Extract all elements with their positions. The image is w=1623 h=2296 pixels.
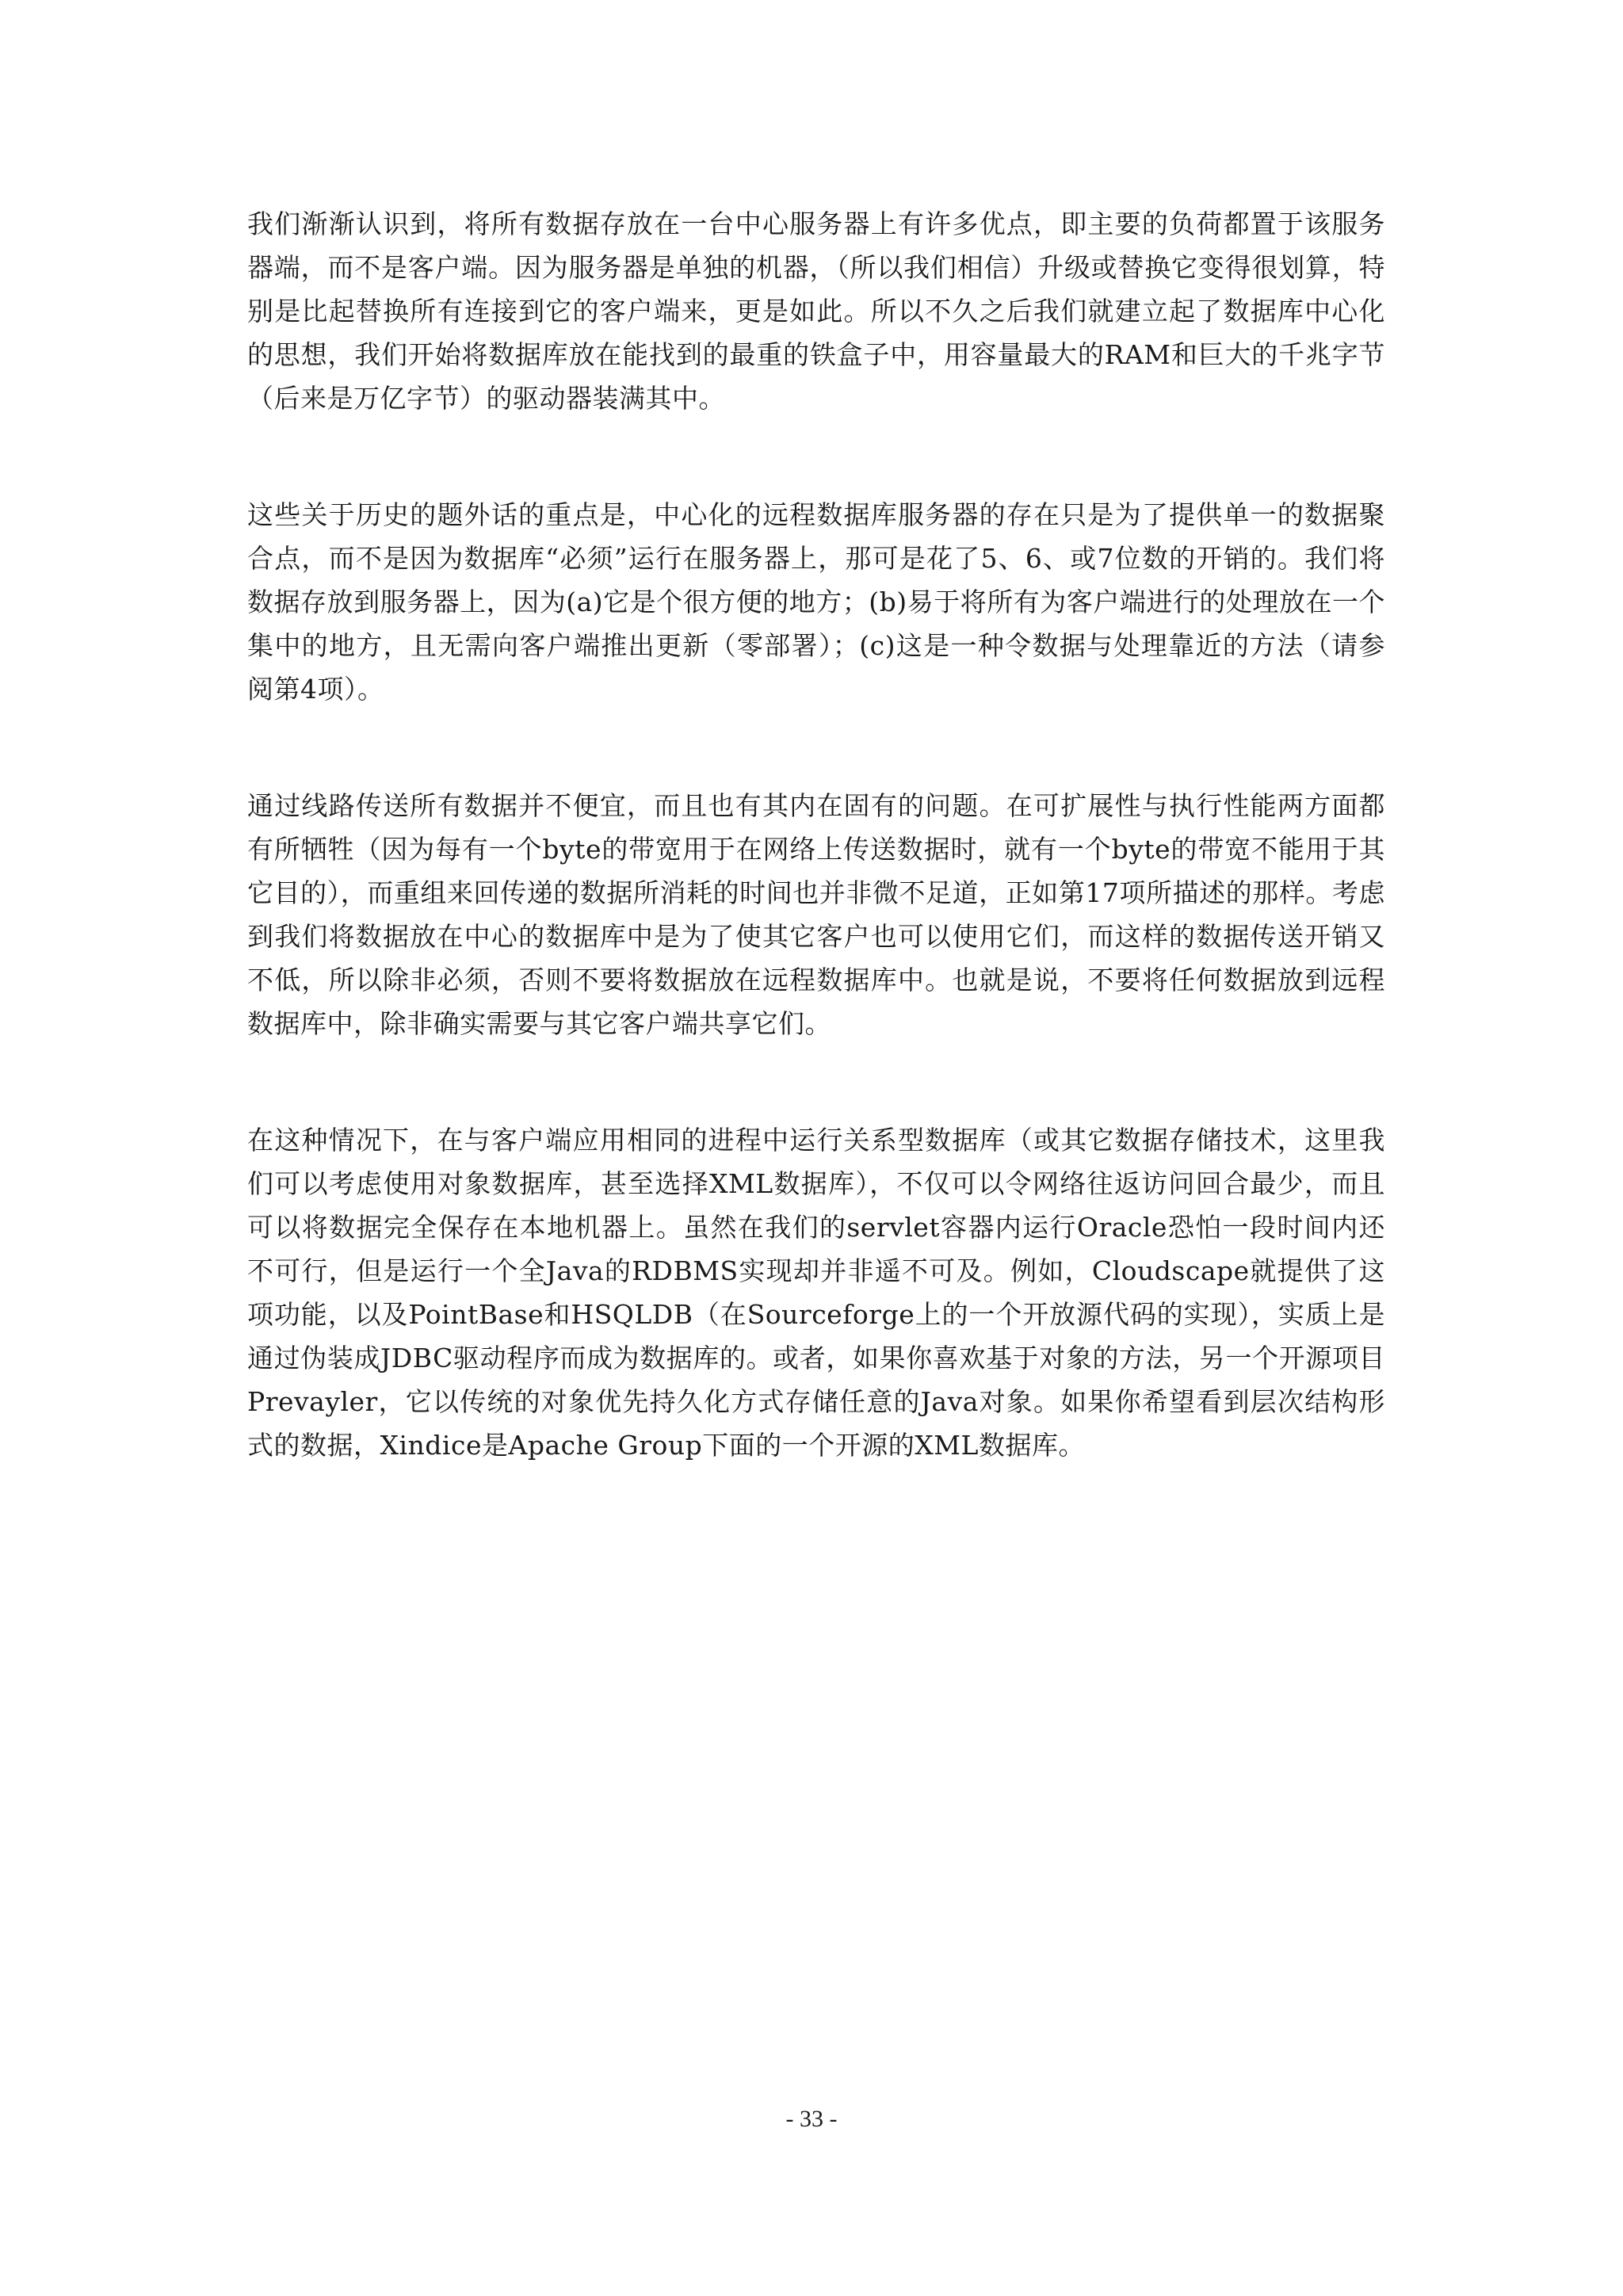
- paragraph-2: 这些关于历史的题外话的重点是，中心化的远程数据库服务器的存在只是为了提供单一的数据聚合点，而不是因为数据库“必须”运行在服务器上，那可是花了5、6、或7位数的开销的。我们将数据存放到服务器上，因为(a)它是个很方便的地方；(b)易于将所有为客户端进行的处理放在一个集中的地方，且无需向客户端推出更新（零部署）；(c)这是一种令数据与处理靠近的方法（请参阅第4项）。: [247, 499, 1385, 705]
- paragraph-1: 我们渐渐认识到，将所有数据存放在一台中心服务器上有许多优点，即主要的负荷都置于该服务器端，而不是客户端。因为服务器是单独的机器，（所以我们相信）升级或替换它变得很划算，特别是比起替换所有连接到它的客户端来，更是如此。所以不久之后我们就建立起了数据库中心化的思想，我们开始将数据库放在能找到的最重的铁盒子中，用容量最大的RAM和巨大的千兆字节（后来是万亿字节）的驱动器装满其中。: [247, 208, 1385, 414]
- paragraph-4: 在这种情况下，在与客户端应用相同的进程中运行关系型数据库（或其它数据存储技术，这里我们可以考虑使用对象数据库，甚至选择XML数据库），不仅可以令网络往返访问回合最少，而且可以将数据完全保存在本地机器上。虽然在我们的servlet容器内运行Oracle恐怕一段时间内还不可行，但是运行一个全Java的RDBMS实现却并非遥不可及。例如，Cloudscape就提供了这项功能，以及PointBase和HSQLDB（在Sourceforge上的一个开放源代码的实现），实质上是通过伪装成JDBC驱动程序而成为数据库的。或者，如果你喜欢基于对象的方法，另一个开源项目Prevayler，它以传统的对象优先持久化方式存储任意的Java对象。如果你希望看到层次结构形式的数据，Xindice是Apache Group下面的一个开源的XML数据库。: [247, 1125, 1385, 1461]
- page-number: - 33 -: [785, 2106, 838, 2132]
- body-text: [247, 202, 1385, 1540]
- paragraph-3: 通过线路传送所有数据并不便宜，而且也有其内在固有的问题。在可扩展性与执行性能两方面都有所牺牲（因为每有一个byte的带宽用于在网络上传送数据时，就有一个byte的带宽不能用于其它目的），而重组来回传递的数据所消耗的时间也并非微不足道，正如第17项所描述的那样。考虑到我们将数据放在中心的数据库中是为了使其它客户也可以使用它们，而这样的数据传送开销又不低，所以除非必须，否则不要将数据放在远程数据库中。也就是说，不要将任何数据放到远程数据库中，除非确实需要与其它客户端共享它们。: [247, 790, 1385, 1039]
